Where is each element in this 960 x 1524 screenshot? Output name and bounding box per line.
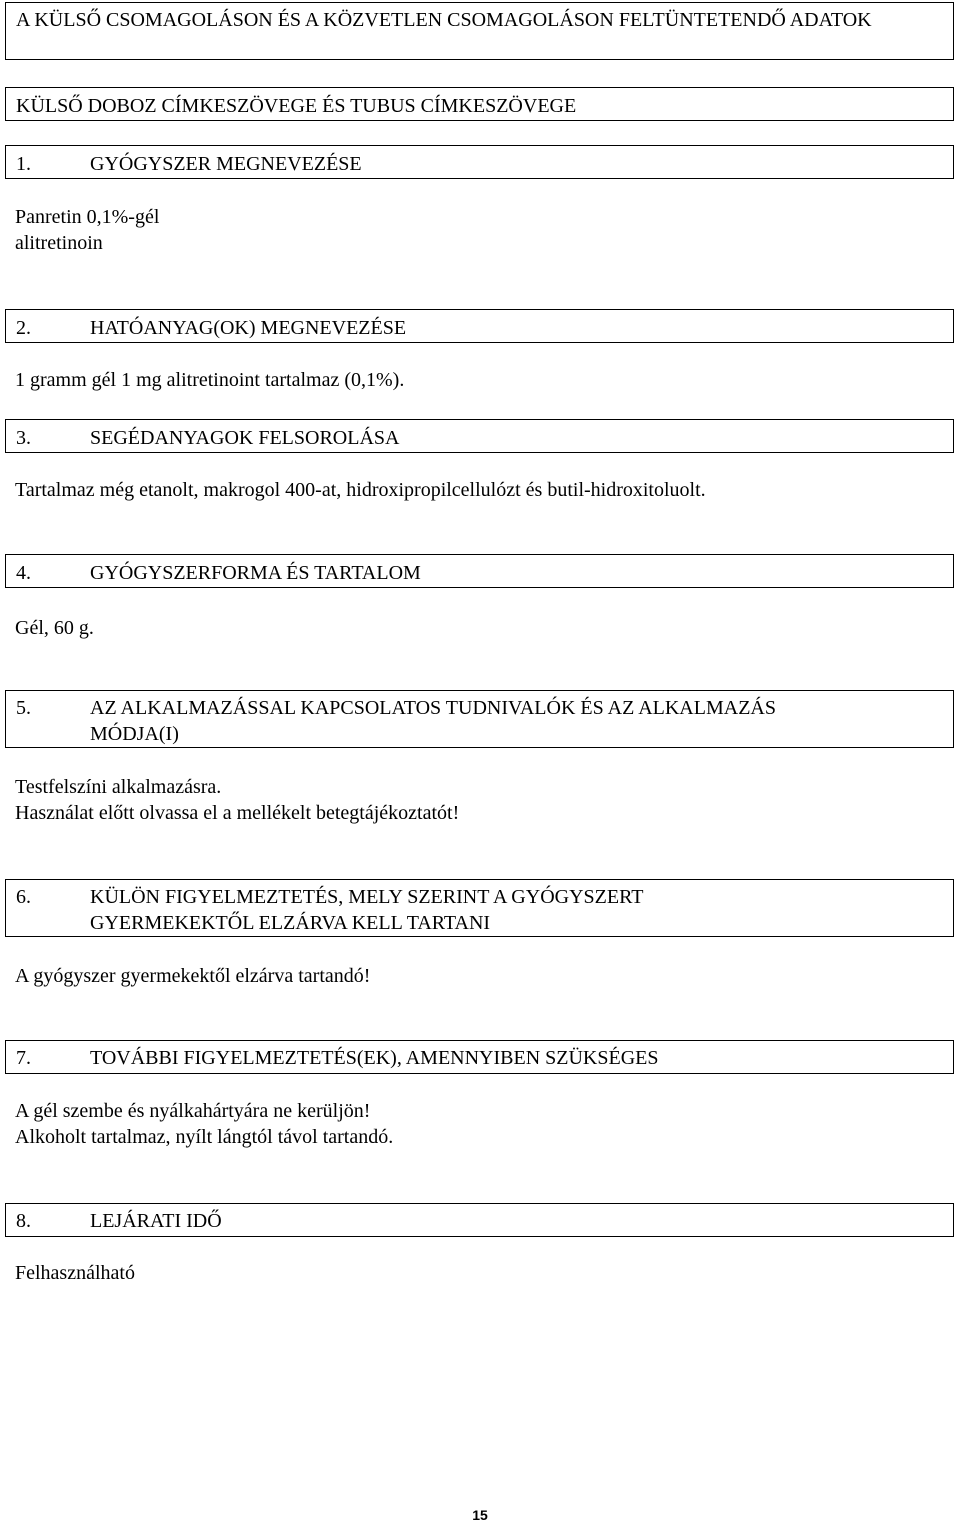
section-2-line-1: 1 gramm gél 1 mg alitretinoint tartalmaz (0,1%). [15,369,405,391]
section-1-number: 1. [16,153,31,175]
section-1-line-1: Panretin 0,1%-gél [15,206,160,228]
section-4-title: GYÓGYSZERFORMA ÉS TARTALOM [90,562,421,584]
section-1-header [5,145,954,179]
section-7-line-1: A gél szembe és nyálkahártyára ne kerüljön! [15,1100,371,1122]
section-7-number: 7. [16,1047,31,1069]
section-4-header [5,554,954,588]
section-2-header [5,309,954,343]
section-8-title: LEJÁRATI IDŐ [90,1210,222,1232]
subtitle-box [5,87,954,121]
section-8-line-1: Felhasználható [15,1262,135,1284]
section-5-line-1: Testfelszíni alkalmazásra. [15,776,222,798]
header-box [5,2,954,60]
section-5-title-line-1: AZ ALKALMAZÁSSAL KAPCSOLATOS TUDNIVALÓK ÉS AZ ALKALMAZÁS [90,697,776,719]
document-title: A KÜLSŐ CSOMAGOLÁSON ÉS A KÖZVETLEN CSOMAGOLÁSON FELTÜNTETENDŐ ADATOK [16,9,872,31]
section-6-title-line-1: KÜLÖN FIGYELMEZTETÉS, MELY SZERINT A GYÓGYSZERT [90,886,644,908]
section-5-line-2: Használat előtt olvassa el a mellékelt betegtájékoztatót! [15,802,460,824]
section-8-header [5,1203,954,1237]
section-2-number: 2. [16,317,31,339]
document-subtitle: KÜLSŐ DOBOZ CÍMKESZÖVEGE ÉS TUBUS CÍMKESZÖVEGE [16,95,577,117]
section-7-title: TOVÁBBI FIGYELMEZTETÉS(EK), AMENNYIBEN SZÜKSÉGES [90,1047,659,1069]
section-7-line-2: Alkoholt tartalmaz, nyílt lángtól távol tartandó. [15,1126,394,1148]
section-1-title: GYÓGYSZER MEGNEVEZÉSE [90,153,362,175]
section-6-number: 6. [16,886,31,908]
section-6-title-line-2: GYERMEKEKTŐL ELZÁRVA KELL TARTANI [90,912,491,934]
section-3-header [5,419,954,453]
section-3-line-1: Tartalmaz még etanolt, makrogol 400-at, hidroxipropilcellulózt és butil-hidroxitoluolt. [15,479,706,501]
section-5-number: 5. [16,697,31,719]
section-5-title-line-2: MÓDJA(I) [90,723,179,745]
section-4-number: 4. [16,562,31,584]
section-4-line-1: Gél, 60 g. [15,617,94,639]
section-5-header [5,690,954,748]
section-6-line-1: A gyógyszer gyermekektől elzárva tartandó! [15,965,371,987]
section-6-header [5,879,954,937]
section-3-title: SEGÉDANYAGOK FELSOROLÁSA [90,427,400,449]
section-2-title: HATÓANYAG(OK) MEGNEVEZÉSE [90,317,407,339]
page-number: 15 [472,1507,488,1523]
section-8-number: 8. [16,1210,31,1232]
section-3-number: 3. [16,427,31,449]
section-7-header [5,1040,954,1074]
section-1-line-2: alitretinoin [15,232,103,254]
